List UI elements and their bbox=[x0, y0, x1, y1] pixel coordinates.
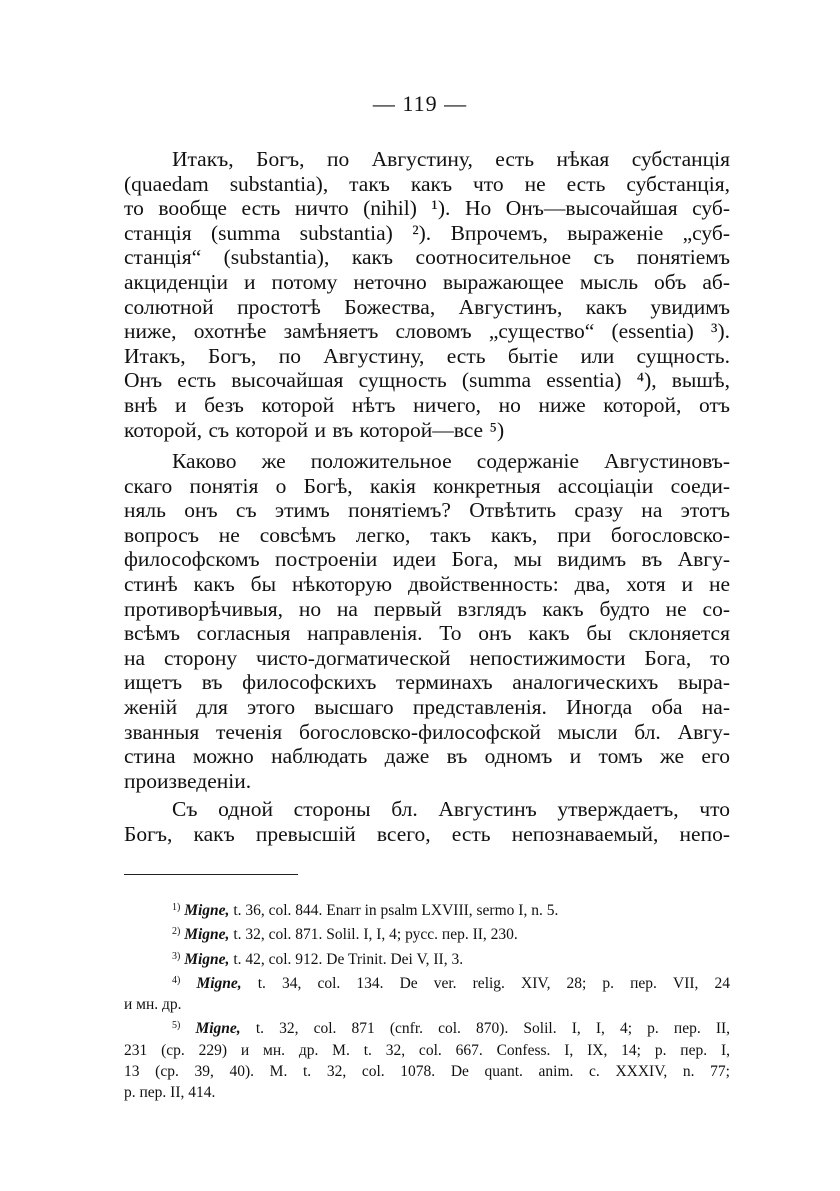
footnote-mark: 5) bbox=[172, 1020, 181, 1032]
footnote-text: и мн. др. bbox=[124, 996, 182, 1014]
footnote-mark: 4) bbox=[172, 974, 181, 986]
text-line: станція (summa substantia) ²). Впрочемъ, выраженіе „суб- bbox=[124, 220, 730, 245]
text-line: няль онъ съ этимъ понятіемъ? Отвѣтить сразу на этотъ bbox=[124, 498, 730, 523]
text-line: акциденціи и потому неточно выражающее мысль объ аб- bbox=[124, 269, 730, 294]
paragraph-2 bbox=[124, 449, 730, 793]
text-line: всѣмъ согласныя направленія. То онъ какъ бы склоняется bbox=[124, 621, 730, 646]
footnote-mark: 1) bbox=[172, 902, 181, 913]
text-line: солютной простотѣ Божества, Августинъ, какъ увидимъ bbox=[124, 294, 730, 319]
footnote-text: t. 42, col. 912. De Trinit. Dei V, II, 3. bbox=[233, 950, 464, 968]
text-line: званныя теченія богословско-философской мысли бл. Авгу- bbox=[124, 719, 730, 744]
text-line: на сторону чисто-догматической непостижимости Бога, то bbox=[124, 645, 730, 670]
paragraph-3 bbox=[124, 797, 730, 846]
text-line: стинѣ какъ бы нѣкоторую двойственность: два, хотя и не bbox=[124, 571, 730, 596]
text-line: произведеніи. bbox=[124, 768, 252, 793]
text-line: Съ одной стороны бл. Августинъ утверждаетъ, что bbox=[172, 797, 730, 821]
text-line: Каково же положительное содержаніе Августиновъ- bbox=[172, 449, 730, 473]
footnote-text: 13 (ср. 39, 40). M. t. 32, col. 1078. De quant. anim. c. XXXIV, n. 77; bbox=[124, 1063, 730, 1081]
footnote-1 bbox=[124, 897, 730, 921]
text-line: Онъ есть высочайшая сущность (summa essentia) ⁴), вышѣ, bbox=[124, 368, 730, 393]
footnote-3 bbox=[124, 946, 730, 970]
footnote-4 bbox=[124, 970, 730, 1016]
footnote-5 bbox=[124, 1015, 730, 1103]
footnote-text: 231 (ср. 229) и мн. др. M. t. 32, col. 667. Confess. I, IX, 14; р. пер. I, bbox=[124, 1041, 730, 1059]
text-line: ищетъ въ философскихъ терминахъ аналогическихъ выра- bbox=[124, 670, 730, 695]
text-line: (quaedam substantia), такъ какъ что не есть субстанція, bbox=[124, 171, 730, 196]
footnote-author: Migne, bbox=[195, 1020, 241, 1038]
footnote-author: Migne, bbox=[196, 974, 242, 992]
footnote-author: Migne, bbox=[184, 926, 230, 944]
footnotes bbox=[124, 897, 730, 1104]
footnote-text: t. 32, col. 871 (cnfr. col. 870). Solil. I, I, 4; р. пер. II, bbox=[255, 1020, 731, 1038]
text-line: скаго понятія о Богѣ, какія конкретныя ассоціаціи соеди- bbox=[124, 473, 730, 498]
text-line: то вообще есть ничто (nihil) ¹). Но Онъ—высочайшая суб- bbox=[124, 196, 730, 221]
paragraph-1 bbox=[124, 147, 730, 442]
text-line: внѣ и безъ которой нѣтъ ничего, но ниже которой, отъ bbox=[124, 392, 730, 417]
footnote-author: Migne, bbox=[184, 902, 230, 919]
text-line: Богъ, какъ превысшій всего, есть непознаваемый, непо- bbox=[124, 821, 730, 846]
text-line: философскомъ построеніи идеи Бога, мы видимъ въ Авгу- bbox=[124, 547, 730, 572]
text-line: станція“ (substantia), какъ соотносительное съ понятіемъ bbox=[124, 245, 730, 270]
text-line: Итакъ, Богъ, по Августину, есть нѣкая субстанція bbox=[172, 147, 730, 171]
footnote-text: t. 34, col. 134. De ver. relig. XIV, 28; р. пер. VII, 24 bbox=[257, 974, 730, 992]
text-line: вопросъ не совсѣмъ легко, такъ какъ, при богословско- bbox=[124, 522, 730, 547]
text-line: женій для этого высшаго представленія. Иногда оба на- bbox=[124, 694, 730, 719]
footnote-text: р. пер. II, 414. bbox=[124, 1084, 216, 1102]
text-line: которой, съ которой и въ которой—все ⁵) bbox=[124, 417, 505, 442]
footnote-mark: 2) bbox=[172, 926, 181, 938]
text-line: Итакъ, Богъ, по Августину, есть бытіе или сущность. bbox=[124, 343, 730, 368]
text-line: стина можно наблюдать даже въ одномъ и томъ же его bbox=[124, 744, 730, 769]
footnote-text: t. 36, col. 844. Enarr in psalm LXVIII, sermo I, n. 5. bbox=[233, 902, 559, 919]
footnote-mark: 3) bbox=[172, 950, 181, 962]
footnote-divider bbox=[124, 874, 298, 875]
text-line: ниже, охотнѣе замѣняетъ словомъ „существо“ (essentia) ³). bbox=[124, 319, 730, 344]
text-line: противорѣчивыя, но на первый взглядъ какъ будто не со- bbox=[124, 596, 730, 621]
footnote-2 bbox=[124, 921, 730, 945]
page-number: — 119 — bbox=[372, 91, 468, 116]
footnote-text: t. 32, col. 871. Solil. I, I, 4; русс. пер. II, 230. bbox=[233, 926, 518, 944]
footnote-author: Migne, bbox=[184, 950, 230, 968]
